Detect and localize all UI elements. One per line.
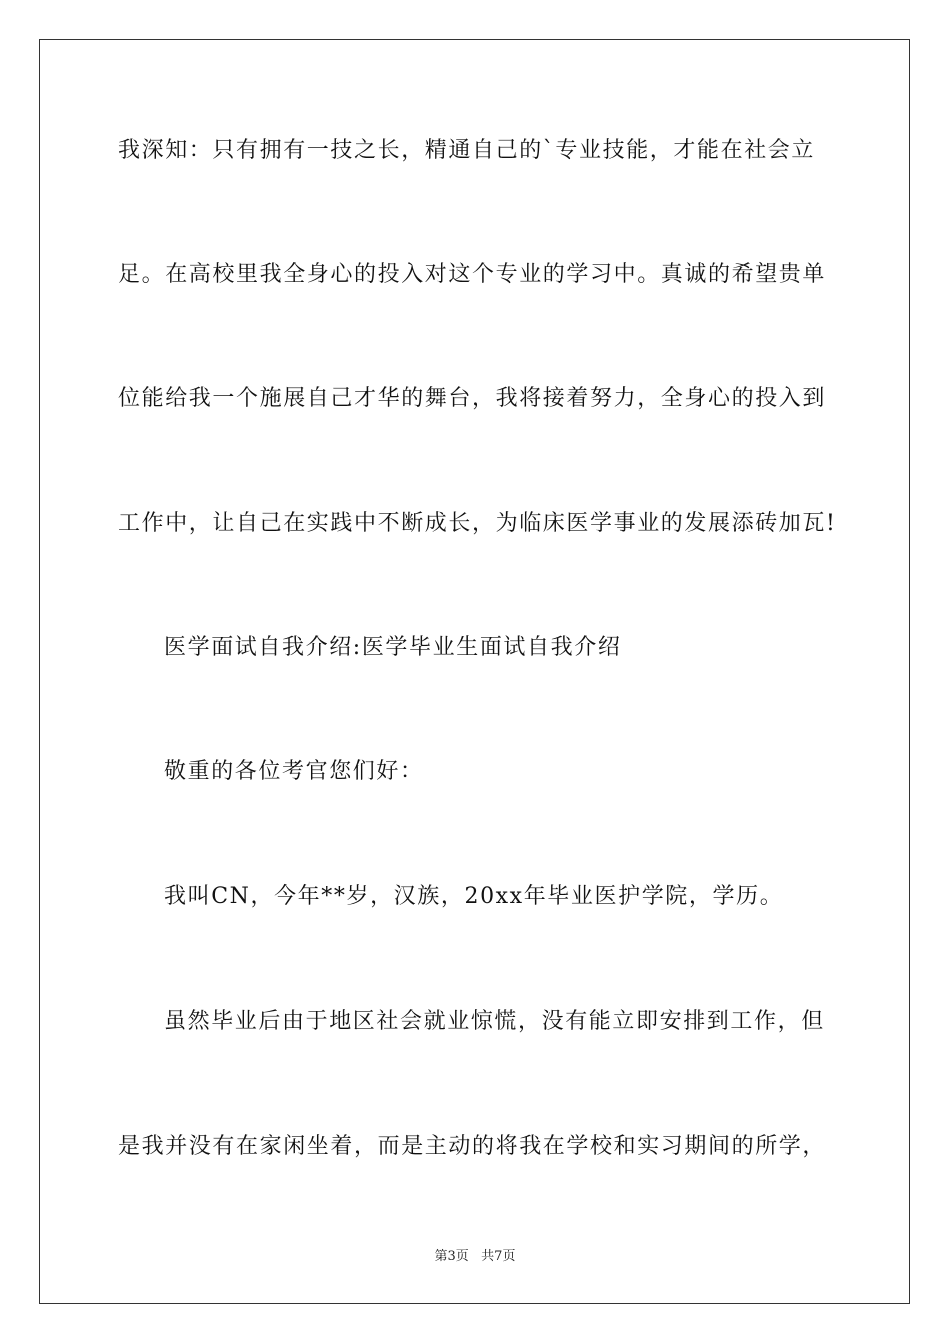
paragraph-line: 工作中，让自己在实践中不断成长，为临床医学事业的发展添砖加瓦! (118, 511, 837, 536)
paragraph-line: 我叫CN，今年**岁，汉族，20xx年毕业医护学院，学历。 (164, 884, 784, 909)
page-border (39, 39, 910, 1304)
page-number-footer: 第3页 共7页 (434, 1249, 516, 1264)
paragraph-line: 我深知：只有拥有一技之长，精通自己的`专业技能，才能在社会立 (118, 138, 816, 163)
greeting-line: 敬重的各位考官您们好： (164, 759, 424, 784)
paragraph-line: 虽然毕业后由于地区社会就业惊慌，没有能立即安排到工作，但 (164, 1009, 825, 1034)
paragraph-line: 是我并没有在家闲坐着，而是主动的将我在学校和实习期间的所学， (118, 1134, 827, 1159)
paragraph-line: 足。在高校里我全身心的投入对这个专业的学习中。真诚的希望贵单 (118, 262, 827, 287)
section-heading: 医学面试自我介绍:医学毕业生面试自我介绍 (164, 635, 622, 660)
paragraph-line: 位能给我一个施展自己才华的舞台，我将接着努力，全身心的投入到 (118, 386, 827, 411)
